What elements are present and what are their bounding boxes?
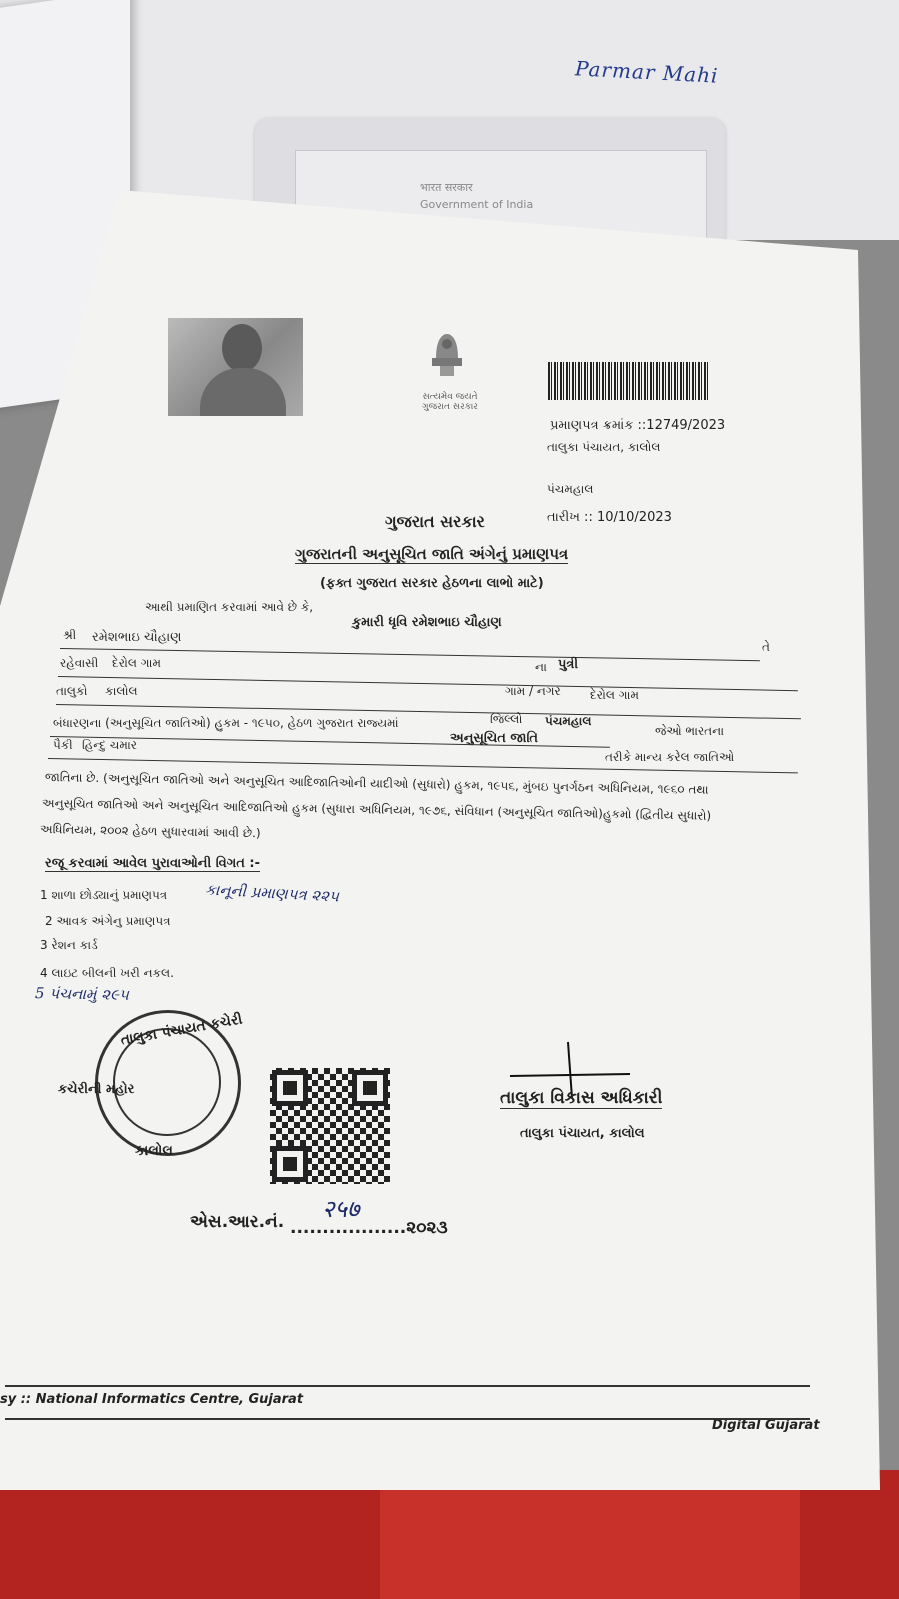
person-name: કુમારી ધૃવિ રમેશભાઇ ચૌહાણ: [352, 615, 502, 630]
emblem-caption: સત્યમેવ જયતે ગુજરાત સરકાર: [422, 392, 478, 412]
constitution-text: બંધારણના (અનુસૂચિત જાતિઓ) હુકમ - ૧૯૫૦, હેઠળ ગુજરાત રાજ્યમાં: [53, 716, 399, 730]
resident-label: રહેવાસી: [60, 656, 99, 670]
seal-bottom-text: કાલોલ: [135, 1143, 173, 1159]
certify-text: આથી પ્રમાણિત કરવામાં આવે છે કે,: [145, 600, 314, 614]
village-label: ગામ / નગર: [505, 684, 561, 698]
paiki-label: પૈકી: [53, 738, 73, 752]
recognized-text: તરીકે માન્ય કરેલ જાતિઓ: [605, 750, 735, 764]
sr-year: ..................૨૦૨૩: [290, 1218, 448, 1238]
district-value: પંચમહાલ: [545, 714, 592, 728]
footer-rule: [5, 1385, 810, 1387]
village-value: દેરોલ ગામ: [590, 688, 639, 702]
evidence-item: 4 લાઇટ બીલની ખરી નકલ.: [40, 966, 174, 980]
father-name: રમેશભાઇ ચૌહાણ: [92, 630, 182, 645]
relation-value: પુત્રી: [558, 657, 579, 672]
qr-finder: [272, 1070, 308, 1106]
photo-face: [222, 324, 262, 372]
barcode: [548, 362, 708, 400]
handwritten-note: કાનૂની પ્રમાણપત્ર ૨૨૫: [204, 880, 340, 906]
handwritten-note: 5 પંચનામું ૨૯૫: [34, 984, 129, 1004]
taluka-value: કાલોલ: [105, 684, 138, 698]
body-line-3: અધિનિયમ, ૨૦૦૨ હેઠળ સુધારવામાં આવી છે.): [39, 822, 261, 841]
qr-code: [270, 1068, 390, 1184]
certificate-number: પ્રમાણપત્ર ક્રમાંક ::12749/2023: [550, 418, 726, 433]
district-label: જિલ્લો: [490, 712, 523, 726]
footer-left: sy :: National Informatics Centre, Gujarat: [0, 1392, 304, 1407]
qr-finder: [352, 1070, 388, 1106]
te-label: તે: [762, 640, 770, 654]
seal-top-text: તાલુકા પંચાયત કચેરી: [119, 1011, 244, 1049]
seal-side-text: કચેરીની મહોર: [58, 1082, 135, 1097]
caste-value: હિન્દુ ચમાર: [82, 738, 137, 752]
evidence-item: 2 આવક અંગેનુ પ્રમાણપત્ર: [45, 914, 171, 928]
sr-number: २५७: [322, 1195, 360, 1223]
taluka-label: તાલુકો: [56, 684, 88, 698]
under-card-title: भारत सरकार: [420, 181, 473, 194]
sr-label: એસ.આર.નં.: [190, 1212, 285, 1232]
qr-finder: [272, 1146, 308, 1182]
handwritten-name: Parmar Mahi: [574, 56, 720, 88]
certificate-title: ગુજરાતની અનુસૂચિત જાતિ અંગેનું પ્રમાણપત્ર: [295, 545, 569, 563]
body-line-1: જાતિના છે. (અનુસૂચિત જાતિઓ અને અનુસૂચિત આદિજાતિઓની યાદીઓ (સુધારો) હુકમ, ૧૯૫૬, મુંબઇ પુનર્ગઠન અધિનિયમ, ૧૯૬૦ તથા: [44, 770, 709, 797]
certificate-subtitle: (ફક્ત ગુજરાત સરકાર હેઠળના લાભો માટે): [320, 576, 544, 591]
signatory-title: તાલુકા વિકાસ અધિકારી: [500, 1088, 663, 1108]
shri-label: શ્રી: [63, 628, 77, 642]
office-line: તાલુકા પંચાયત, કાલોલ: [547, 440, 661, 454]
evidence-item: 1 શાળા છોડ્યાનું પ્રમાણપત્ર: [40, 888, 168, 902]
background-cloth-fold: [380, 1490, 800, 1599]
issue-date: તારીખ :: 10/10/2023: [547, 510, 672, 525]
footer-rule: [5, 1418, 810, 1420]
jeo-text: જેઓ ભારતના: [655, 724, 725, 738]
resident-value: દેરોલ ગામ: [112, 656, 161, 670]
sc-value: અનુસૂચિત જાતિ: [450, 731, 539, 746]
body-line-2: અનુસૂચિત જાતિઓ અને અનુસૂચિત આદિજાતિઓ હુકમ (સુધારા અધિનિયમ, ૧૯૭૬, સંવિધાન (અનુસૂચિત જાતિઓ)હુકમો (દ્વિતીય સુધારો): [41, 796, 712, 823]
district-heading: પંચમહાલ: [547, 482, 594, 496]
national-emblem-icon: [418, 328, 476, 388]
evidence-item: 3 રેશન કાર્ડ: [40, 938, 98, 952]
under-card-subtitle: Government of India: [420, 198, 534, 211]
signatory-office: તાલુકા પંચાયત, કાલોલ: [520, 1126, 645, 1141]
government-heading: ગુજરાત સરકાર: [385, 512, 485, 531]
evidence-heading: રજૂ કરવામાં આવેલ પુરાવાઓની વિગત :-: [45, 856, 260, 871]
na-label: ના: [535, 660, 547, 674]
footer-right: Digital Gujarat: [712, 1418, 820, 1433]
